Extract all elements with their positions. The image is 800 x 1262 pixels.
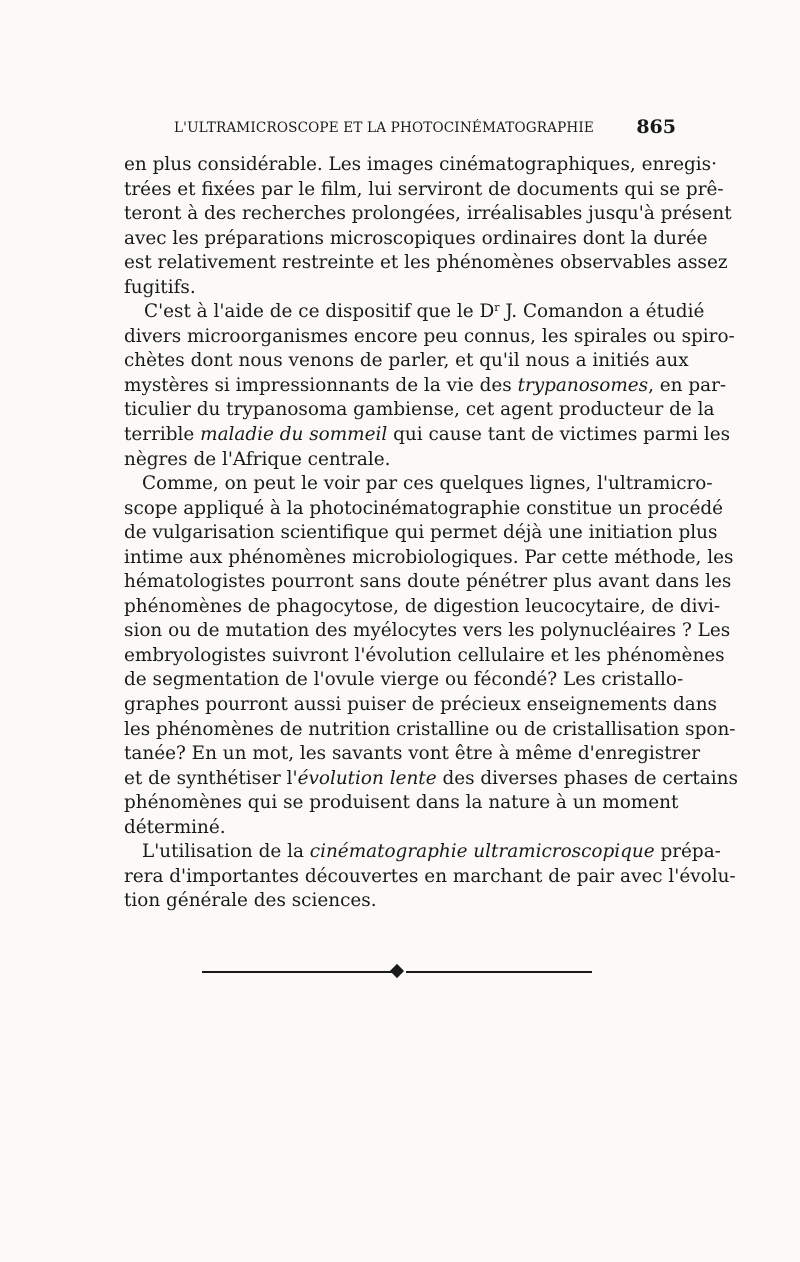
text-fragment: C'est à l'aide de ce dispositif que le D xyxy=(144,301,495,323)
text-line: déterminé. xyxy=(124,816,226,838)
text-line: intime aux phénomènes microbiologiques. Par cette méthode, les xyxy=(124,546,734,568)
text-line: embryologistes suivront l'évolution cellulaire et les phénomènes xyxy=(124,644,725,666)
text-line: scope appliqué à la photocinématographie constitue un procédé xyxy=(124,497,724,519)
italic-term: trypanosomes xyxy=(517,374,649,396)
text-line: de segmentation de l'ovule vierge ou fécondé? Les cristallo- xyxy=(124,669,684,691)
text-line: graphes pourront aussi puiser de précieux enseignements dans xyxy=(124,694,717,716)
running-title: L'ULTRAMICROSCOPE ET LA PHOTOCINÉMATOGRAPHIE xyxy=(174,120,595,136)
text-line: ticulier du trypanosoma gambiense, cet agent producteur de la xyxy=(124,399,715,421)
text-line: chètes dont nous venons de parler, et qu'il nous a initiés aux xyxy=(124,350,689,372)
text-line: sion ou de mutation des myélocytes vers les polynucléaires ? Les xyxy=(124,620,731,642)
text-fragment: mystères si impressionnants de la vie des xyxy=(124,374,518,396)
text-line: en plus considérable. Les images cinématographiques, enregis· xyxy=(124,154,717,175)
text-line: divers microorganismes encore peu connus, les spirales ou spiro- xyxy=(124,325,735,347)
text-line: fugitifs. xyxy=(124,276,196,298)
text-fragment: qui cause tant de victimes parmi les xyxy=(387,424,731,446)
text-line: tion générale des sciences. xyxy=(124,890,377,912)
text-line: Comme, on peut le voir par ces quelques lignes, l'ultramicro- xyxy=(142,473,713,495)
text-line: nègres de l'Afrique centrale. xyxy=(124,448,391,470)
text-fragment: prépa- xyxy=(654,841,721,863)
text-line: phénomènes qui se produisent dans la nature à un moment xyxy=(124,792,679,814)
text-line: rera d'importantes découvertes en marchant de pair avec l'évolu- xyxy=(124,865,736,887)
text-fragment: J. Comandon a étudié xyxy=(499,301,705,323)
text-line xyxy=(124,300,705,325)
page-number: 865 xyxy=(636,116,676,138)
text-line: trées et fixées par le film, lui serviront de documents qui se prê- xyxy=(124,178,724,200)
text-line: hématologistes pourront sans doute pénétrer plus avant dans les xyxy=(124,571,732,593)
ornament-rule-left xyxy=(202,971,392,973)
text-line: de vulgarisation scientifique qui permet déjà une initiation plus xyxy=(124,522,718,544)
text-fragment: L'utilisation de la xyxy=(142,841,310,863)
text-line: teront à des recherches prolongées, irréalisables jusqu'à présent xyxy=(124,203,732,225)
text-line xyxy=(124,423,731,448)
text-fragment: des diverses phases de certains xyxy=(436,767,738,789)
text-fragment: , en par- xyxy=(648,374,727,396)
text-line xyxy=(124,840,721,865)
running-head xyxy=(124,116,676,142)
text-line xyxy=(124,374,727,399)
text-line: tanée? En un mot, les savants vont être à même d'enregistrer xyxy=(124,743,701,765)
end-ornament xyxy=(202,965,592,979)
text-line xyxy=(124,767,738,792)
italic-term: cinématographie ultramicroscopique xyxy=(309,841,655,863)
italic-term: évolution lente xyxy=(297,767,437,789)
text-line: phénomènes de phagocytose, de digestion leucocytaire, de divi- xyxy=(124,595,721,617)
text-fragment: et de synthétiser l' xyxy=(124,767,298,789)
superscript: r xyxy=(494,301,500,315)
text-line: est relativement restreinte et les phénomènes observables assez xyxy=(124,252,728,274)
italic-term: maladie du sommeil xyxy=(200,424,388,446)
text-line: les phénomènes de nutrition cristalline ou de cristallisation spon- xyxy=(124,718,736,740)
text-fragment: terrible xyxy=(124,424,201,446)
text-line: avec les préparations microscopiques ordinaires dont la durée xyxy=(124,227,708,249)
diamond-icon xyxy=(390,964,404,978)
ornament-rule-right xyxy=(406,971,592,973)
body-text xyxy=(124,153,738,914)
